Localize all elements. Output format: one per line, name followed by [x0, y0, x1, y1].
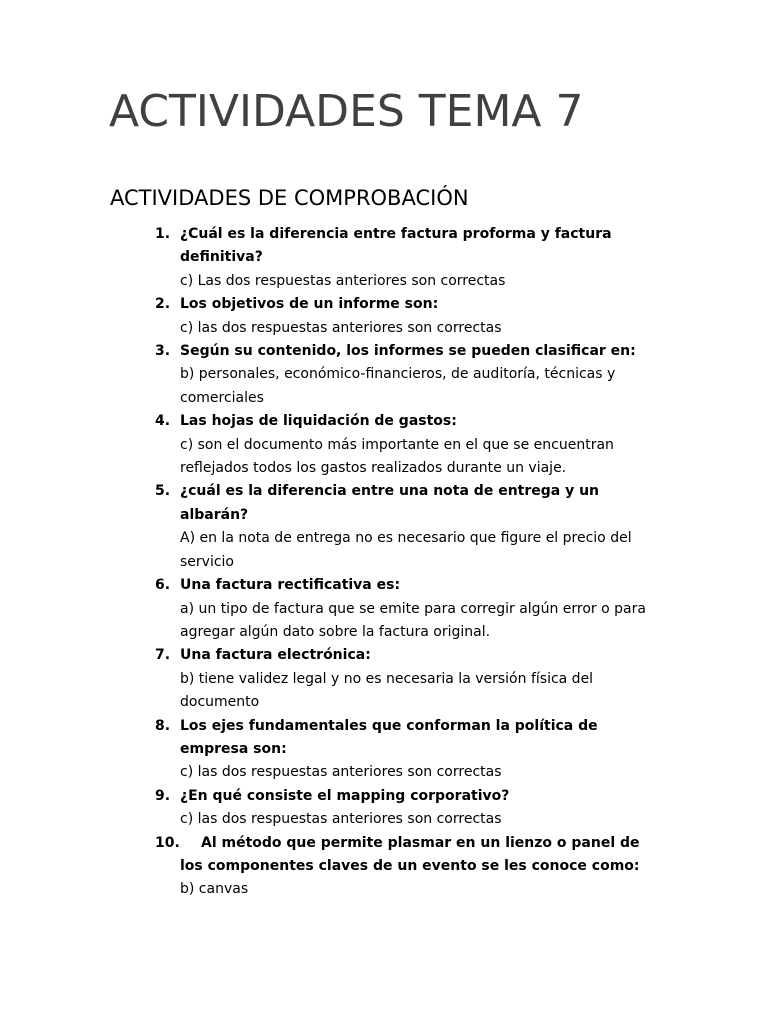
question-item-8	[0, 715, 768, 785]
question-item-7	[0, 644, 768, 714]
question-text: Una factura rectificativa es:	[180, 577, 401, 594]
question-item-6	[0, 574, 768, 644]
answer-text: c) las dos respuestas anteriores son correctas	[180, 764, 502, 781]
question-number: 6.	[155, 577, 171, 594]
question-text: Las hojas de liquidación de gastos:	[180, 413, 457, 430]
question-text: ¿cuál es la diferencia entre una nota de entrega y un albarán?	[180, 483, 600, 523]
section-title: ACTIVIDADES DE COMPROBACIÓN	[110, 186, 469, 210]
question-number: 3.	[155, 343, 171, 360]
question-text: Al método que permite plasmar en un lienzo o panel de los componentes claves de un evento se les conoce como:	[180, 834, 640, 874]
question-number: 2.	[155, 296, 171, 313]
question-number: 10.	[155, 834, 180, 851]
question-text: Los ejes fundamentales que conforman la política de empresa son:	[180, 717, 598, 757]
question-text: Una factura electrónica:	[180, 647, 371, 664]
question-number: 4.	[155, 413, 171, 430]
question-item-9	[0, 785, 768, 832]
page-title: ACTIVIDADES TEMA 7	[109, 86, 584, 137]
question-number: 8.	[155, 717, 171, 734]
answer-text: c) las dos respuestas anteriores son correctas	[180, 811, 502, 828]
question-item-3	[0, 340, 768, 410]
question-text: ¿En qué consiste el mapping corporativo?	[180, 787, 510, 804]
question-item-5	[0, 480, 768, 574]
question-text: Según su contenido, los informes se pueden clasificar en:	[180, 343, 636, 360]
question-item-1	[0, 223, 768, 293]
question-item-2	[0, 293, 768, 340]
answer-text: b) tiene validez legal y no es necesaria la versión física del documento	[180, 670, 594, 711]
question-number: 7.	[155, 647, 171, 664]
answer-text: c) son el documento más importante en el que se encuentran reflejados todos los gastos realizados durante un viaje.	[180, 436, 614, 477]
question-text: ¿Cuál es la diferencia entre factura proforma y factura definitiva?	[180, 226, 612, 266]
answer-text: A) en la nota de entrega no es necesario que figure el precio del servicio	[180, 530, 632, 570]
question-number: 5.	[155, 483, 171, 500]
answer-text: a) un tipo de factura que se emite para corregir algún error o para agregar algún dato sobre la factura original.	[180, 600, 646, 640]
answer-text: b) personales, económico-financieros, de auditoría, técnicas y comerciales	[180, 366, 616, 406]
question-text: Los objetivos de un informe son:	[180, 296, 439, 313]
answer-text: b) canvas	[180, 881, 249, 898]
question-number: 1.	[155, 226, 171, 242]
question-number: 9.	[155, 787, 171, 804]
question-item-10	[0, 832, 768, 902]
answer-text: c) las dos respuestas anteriores son correctas	[180, 319, 502, 336]
answer-text: c) Las dos respuestas anteriores son correctas	[180, 272, 506, 289]
question-item-4	[0, 410, 768, 480]
question-list	[0, 223, 768, 902]
